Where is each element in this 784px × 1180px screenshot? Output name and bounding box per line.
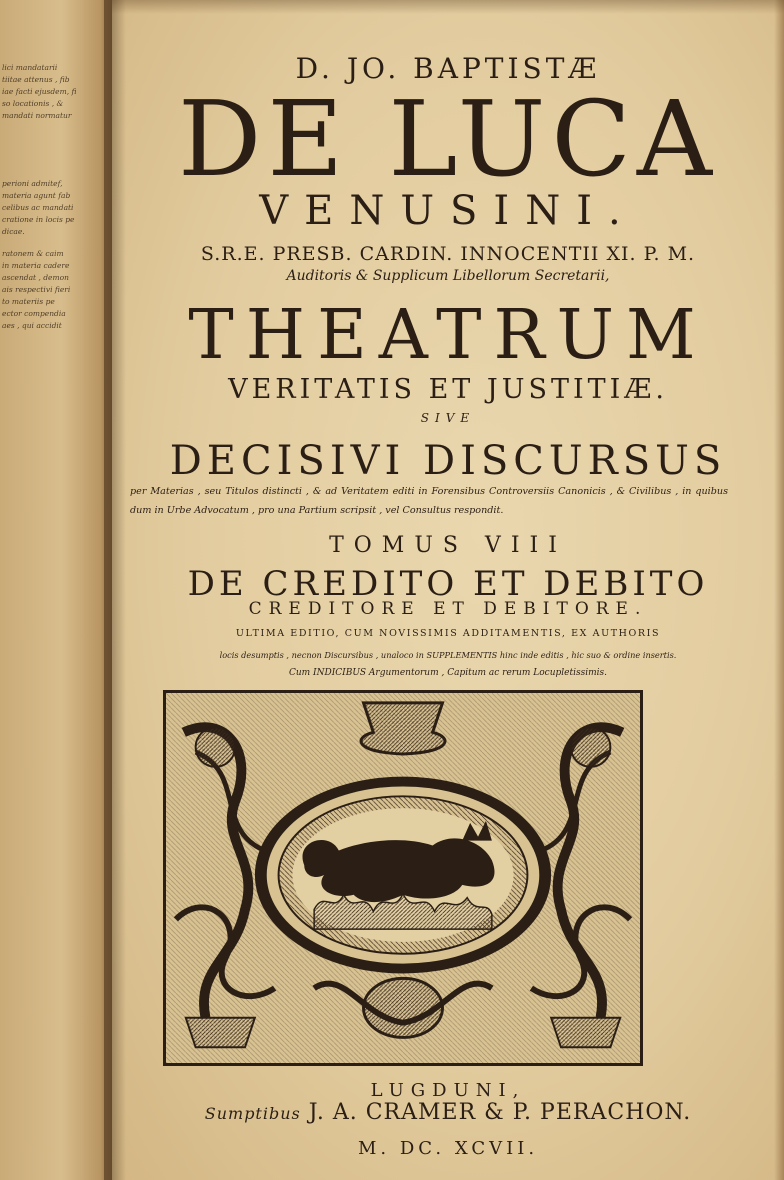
volume-subtitle: CREDITORE ET DEBITORE. bbox=[248, 599, 648, 619]
author-office: Auditoris & Supplicum Libellorum Secretarii, bbox=[286, 268, 610, 284]
left-text-line: to materiis pe bbox=[2, 297, 55, 306]
left-text-line: so locationis , & bbox=[2, 99, 64, 108]
work-title: THEATRUM bbox=[188, 296, 708, 375]
sive-line: SIVE bbox=[420, 411, 476, 425]
imprint-printers-line bbox=[112, 1100, 784, 1125]
woodcut-illustration bbox=[166, 693, 640, 1063]
author-title: S.R.E. PRESB. CARDIN. INNOCENTII XI. P. M. bbox=[200, 243, 696, 265]
left-text-line: perioni admitef, bbox=[2, 179, 63, 188]
left-text-line: dicae. bbox=[2, 227, 25, 236]
author-name: DE LUCA bbox=[177, 78, 719, 200]
left-text-line: lici mandatarii bbox=[2, 63, 58, 72]
left-text-line: cratione in locis pe bbox=[2, 215, 75, 224]
left-text-line: celibus ac mandati bbox=[2, 203, 74, 212]
author-prefix: D. JO. BAPTISTÆ bbox=[295, 52, 601, 85]
edition-note: locis desumptis , necnon Discursibus , unaloco in SUPPLEMENTIS hinc inde editis , hic suo & ordine insertis. bbox=[219, 650, 677, 660]
left-text-block-2 bbox=[2, 178, 102, 238]
author-origin: VENUSINI. bbox=[259, 188, 637, 234]
left-text-line: iae facti ejusdem, fi bbox=[2, 87, 77, 96]
indices-note: Cum INDICIBUS Argumentorum , Capitum ac rerum Locupletissimis. bbox=[288, 668, 607, 678]
decisivi-heading: DECISIVI DISCURSUS bbox=[169, 438, 727, 484]
work-subtitle: VERITATIS ET JUSTITIÆ. bbox=[228, 374, 668, 405]
imprint-city: LUGDUNI, bbox=[370, 1080, 526, 1101]
left-text-line: ais respectivi fieri bbox=[2, 285, 71, 294]
left-text-block-3 bbox=[2, 248, 102, 332]
printers-device-woodcut bbox=[163, 690, 643, 1066]
left-text-line: mandati normatur bbox=[2, 111, 72, 120]
left-text-line: in materia cadere bbox=[2, 261, 70, 270]
left-page-text bbox=[2, 62, 102, 342]
left-page bbox=[0, 0, 112, 1180]
volume-title: DE CREDITO ET DEBITO bbox=[187, 564, 709, 604]
left-text-line: tiitae attenus , fib bbox=[2, 75, 70, 84]
left-text-line: materia agunt fab bbox=[2, 191, 71, 200]
left-text-line: aes , qui accidit bbox=[2, 321, 62, 330]
left-text-line: ratonem & caim bbox=[2, 249, 64, 258]
imprint-sumptibus: Sumptibus bbox=[204, 1104, 301, 1123]
left-text-block-1 bbox=[2, 62, 102, 122]
left-text-line: ector compendia bbox=[2, 309, 66, 318]
description-paragraph: per Materias , seu Titulos distincti , & ad Veritatem editi in Forensibus Controversiis Canonicis , & Civilibus , in quibus dum in Urbe Advocatum , pro una Partium scripsit , vel Consultus respondit. bbox=[130, 486, 728, 516]
imprint-printers: J. A. CRAMER & P. PERACHON. bbox=[308, 1100, 692, 1125]
left-text-line: ascendat , demon bbox=[2, 273, 69, 282]
volume-number: TOMUS VIII bbox=[329, 533, 567, 558]
edition-statement: ULTIMA EDITIO, CUM NOVISSIMIS ADDITAMENTIS, EX AUTHORIS bbox=[235, 628, 661, 639]
page-top-shadow bbox=[112, 0, 784, 14]
imprint-date: M. DC. XCVII. bbox=[357, 1138, 539, 1159]
